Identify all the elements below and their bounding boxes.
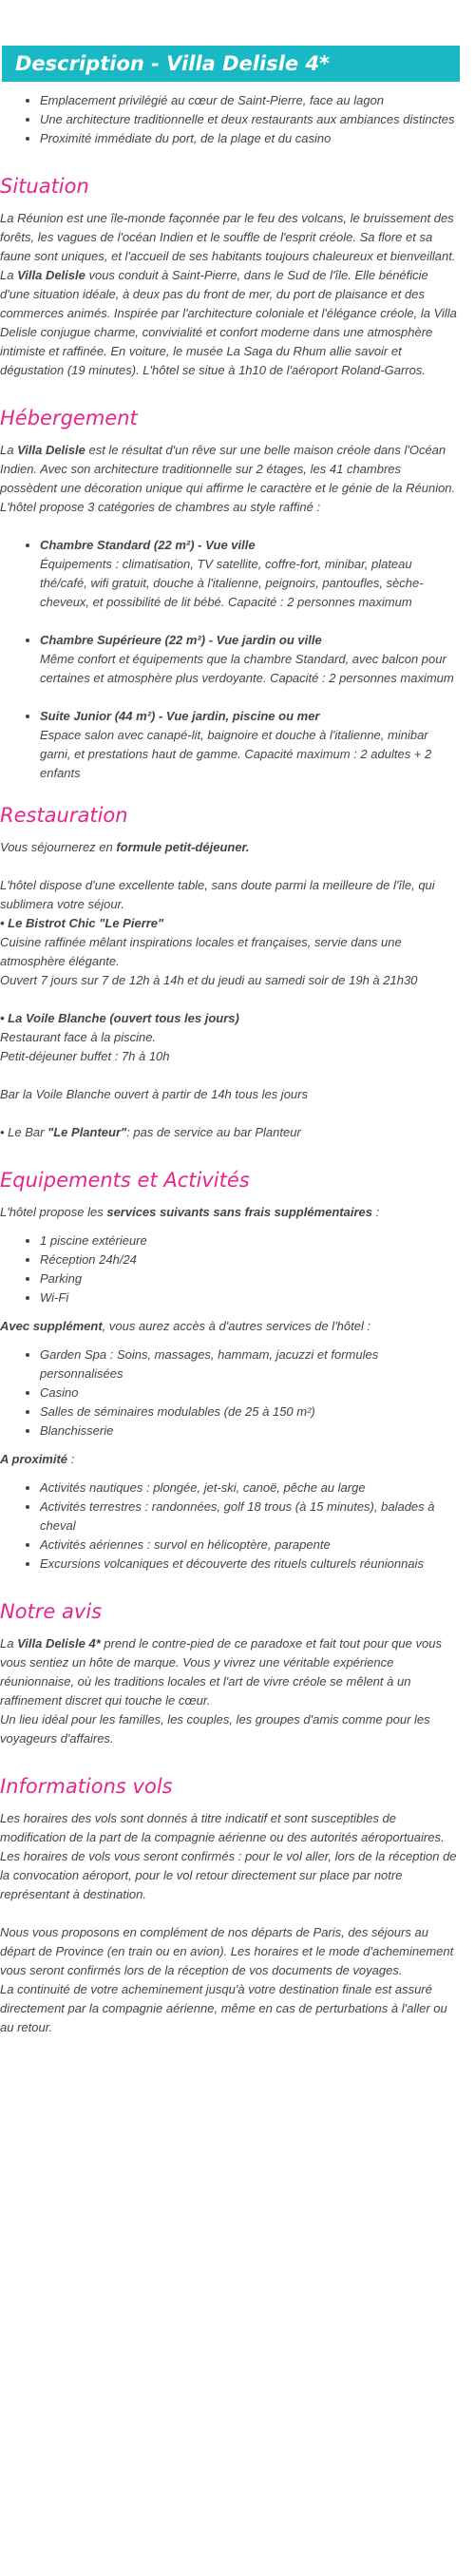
text: L'hôtel propose les (0, 1205, 107, 1219)
room-description: Équipements : climatisation, TV satellite, coffre-fort, minibar, plateau thé/café, wifi gratuit, douche à l'italienne, peignoirs, pantoufles, sèche-cheveux, et possibilité de lit bébé. Capacité : 2 personnes maximum (40, 557, 424, 609)
spacer (0, 990, 460, 1009)
nearby-intro (0, 1450, 460, 1469)
list-item: • Parking (40, 1269, 460, 1288)
vols-paragraph-1: Les horaires des vols sont donnés à titre indicatif et sont susceptibles de modification de la part de la compagnie aérienne ou des autorités aéroportuaires. (0, 1811, 445, 1844)
room-description: Espace salon avec canapé-lit, baignoire et douche à l'italienne, minibar garni, et prestations haut de gamme. Capacité maximum : 2 adultes + 2 enfants (40, 728, 432, 780)
list-item: • Emplacement privilégié au cœur de Saint-Pierre, face au lagon (40, 91, 460, 110)
room-title: • Chambre Supérieure (22 m²) - Vue jardin ou ville (40, 633, 322, 647)
banner-title: Description - Villa Delisle 4* (15, 52, 331, 75)
text: vous conduit à Saint-Pierre, dans le Sud de l'île. Elle bénéficie d'une situation idéale, à deux pas du front de mer, du port de plaisance et des commerces animés. Inspirée par l'architecture coloniale et l'élégance créole, la Villa Delisle conjugue charme, convivialité et confort moderne dans une atmosphère intimiste et raffinée. En voiture, le musée La Saga du Rhum allie savoir et dégustation (19 minutes). L'hôtel se situe à 1h10 de l'aéroport Roland-Garros. (0, 268, 457, 377)
section-heading-situation: Situation (0, 175, 89, 198)
hotel-name: Villa Delisle (17, 268, 86, 282)
nearby-list (0, 1479, 460, 1574)
room-list (0, 536, 460, 783)
room-title: • Suite Junior (44 m²) - Vue jardin, piscine ou mer (40, 709, 320, 723)
restauration-formule (0, 838, 460, 857)
list-item: • Réception 24h/24 (40, 1250, 460, 1269)
hebergement-paragraph (0, 441, 460, 517)
list-item: • Blanchisserie (40, 1422, 460, 1441)
situation-paragraph-1: La Réunion est une île-monde façonnée par le feu des volcans, le bruissement des forêts, les vagues de l'océan Indien et le souffle de l'esprit créole. Sa flore et sa faune sont uniques, et l'accueil de ses habitants toujours chaleureux et bienveillant. (0, 211, 456, 263)
paid-services-list (0, 1345, 460, 1441)
text: , vous aurez accès à d'autres services de l'hôtel : (102, 1319, 371, 1333)
emphasis: services suivants sans frais supplémentaires (106, 1205, 372, 1219)
paid-services-intro (0, 1317, 460, 1336)
list-item: • Excursions volcaniques et découverte des rituels culturels réunionnais (40, 1555, 460, 1574)
section-heading-equipements: Equipements et Activités (0, 1169, 250, 1192)
room-description: Même confort et équipements que la chambre Standard, avec balcon pour certaines et atmosphère plus verdoyante. Capacité : 2 personnes maximum (40, 652, 454, 685)
bar-voile-hours: Bar la Voile Blanche ouvert à partir de 14h tous les jours (0, 1087, 308, 1101)
avis-paragraph-2: Un lieu idéal pour les familles, les couples, les groupes d'amis comme pour les voyageurs d'affaires. (0, 1712, 430, 1746)
bar-name: "Le Planteur" (48, 1125, 127, 1139)
hotel-name: Villa Delisle (17, 443, 86, 457)
emphasis: Avec supplément (0, 1319, 103, 1333)
room-item (40, 536, 460, 612)
formule-label: formule petit-déjeuner. (116, 840, 250, 854)
text: est le résultat d'un rêve sur une belle maison créole dans l'Océan Indien. Avec son architecture traditionnelle sur 2 étages, les 41 chambres possèdent une décoration unique qui affirme le caractère et le génie de la Réunion. L'hôtel propose 3 catégories de chambres au style raffiné : (0, 443, 456, 514)
section-heading-vols: Informations vols (0, 1775, 173, 1798)
room-title: • Chambre Standard (22 m²) - Vue ville (40, 538, 256, 552)
text: La (0, 443, 18, 457)
section-heading-restauration: Restauration (0, 804, 128, 827)
text: : (372, 1205, 380, 1219)
vols-paragraph-4: La continuité de votre acheminement jusqu'à votre destination finale est assuré directement par la compagnie aérienne, même en cas de perturbations à l'aller ou au retour. (0, 1982, 447, 2034)
list-item: • Garden Spa : Soins, massages, hammam, jacuzzi et formules personnalisées (40, 1345, 460, 1383)
section-heading-avis: Notre avis (0, 1600, 103, 1623)
intro-list (0, 91, 460, 148)
text: Vous séjournerez en (0, 840, 117, 854)
list-item: • Casino (40, 1383, 460, 1402)
restauration-intro: L'hôtel dispose d'une excellente table, sans doute parmi la meilleure de l'île, qui sublimera votre séjour. (0, 878, 435, 911)
free-services-list (0, 1231, 460, 1307)
room-item (40, 631, 460, 688)
bar-planteur (0, 1123, 460, 1142)
spacer (0, 1904, 460, 1923)
description-banner (2, 46, 460, 82)
list-item: • Une architecture traditionnelle et deux restaurants aux ambiances distinctes (40, 110, 460, 129)
bistrot-description: Cuisine raffinée mêlant inspirations locales et françaises, servie dans une atmosphère élégante. (0, 935, 402, 968)
text: La (0, 268, 18, 282)
voile-title: • La Voile Blanche (ouvert tous les jours) (0, 1011, 239, 1025)
text: prend le contre-pied de ce paradoxe et fait tout pour que vous vous sentiez un hôte de marque. Vous y vivrez une véritable expérience réunionnaise, où les traditions locales et l'art de vivre créole se mêlent à un raffinement discret qui touche le cœur. (0, 1636, 442, 1708)
hotel-name: Villa Delisle 4* (17, 1636, 101, 1651)
text: • Le Bar (0, 1125, 48, 1139)
room-item (40, 707, 460, 783)
equipements-intro (0, 1203, 460, 1222)
emphasis: A proximité (0, 1452, 68, 1466)
text: : pas de service au bar Planteur (126, 1125, 301, 1139)
page (0, 46, 467, 2037)
text: : (67, 1452, 75, 1466)
spacer (0, 1066, 460, 1085)
voile-hours: Petit-déjeuner buffet : 7h à 10h (0, 1049, 170, 1063)
list-item: • Proximité immédiate du port, de la plage et du casino (40, 129, 460, 148)
spacer (0, 857, 460, 876)
list-item: • Activités terrestres : randonnées, golf 18 trous (à 15 minutes), balades à cheval (40, 1498, 460, 1536)
bistrot-hours: Ouvert 7 jours sur 7 de 12h à 14h et du jeudi au samedi soir de 19h à 21h30 (0, 973, 418, 987)
situation-paragraph-2 (0, 266, 460, 380)
list-item: • Salles de séminaires modulables (de 25 à 150 m²) (40, 1402, 460, 1422)
list-item: • Activités nautiques : plongée, jet-ski, canoë, pêche au large (40, 1479, 460, 1498)
bistrot-title: • Le Bistrot Chic "Le Pierre" (0, 916, 164, 930)
text: La (0, 1636, 18, 1651)
list-item: • Wi-Fi (40, 1288, 460, 1307)
avis-paragraph (0, 1634, 460, 1710)
list-item: • 1 piscine extérieure (40, 1231, 460, 1250)
vols-paragraph-2: Les horaires de vols vous seront confirmés : pour le vol aller, lors de la réception de la convocation aéroport, pour le vol retour directement sur place par notre représentant à destination. (0, 1849, 457, 1901)
list-item: • Activités aériennes : survol en hélicoptère, parapente (40, 1536, 460, 1555)
section-heading-hebergement: Hébergement (0, 407, 138, 429)
vols-paragraph-3: Nous vous proposons en complément de nos départs de Paris, des séjours au départ de Province (en train ou en avion). Les horaires et le mode d'acheminement vous seront confirmés lors de la réception de vos documents de voyages. (0, 1925, 454, 1977)
voile-description: Restaurant face à la piscine. (0, 1030, 157, 1044)
spacer (0, 1104, 460, 1123)
